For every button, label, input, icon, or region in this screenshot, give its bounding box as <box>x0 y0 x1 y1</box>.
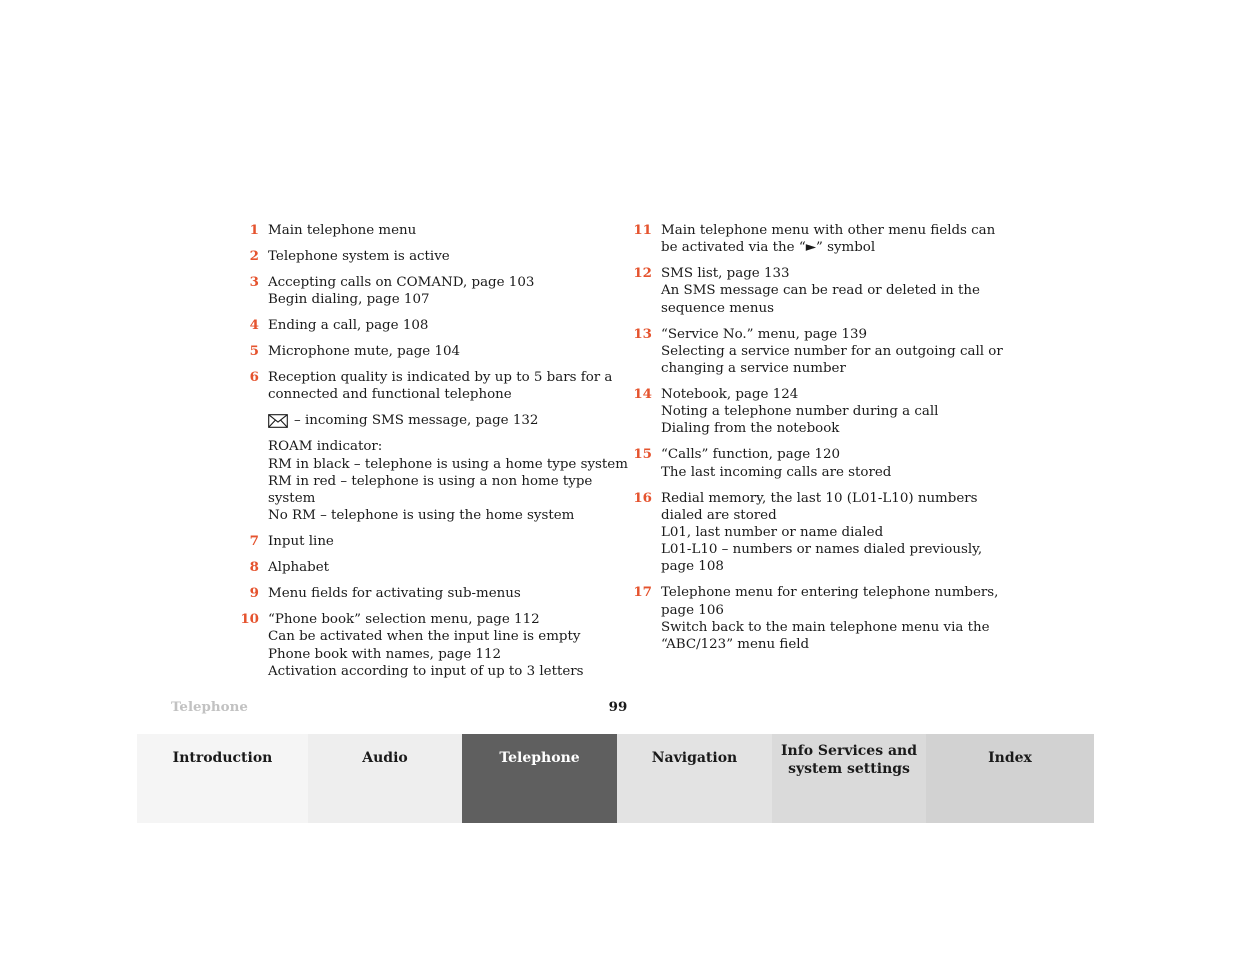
legend-item-text: Begin dialing, page 107 <box>268 292 430 308</box>
tab-label: Navigation <box>651 750 738 766</box>
tab-label: system settings <box>788 761 910 777</box>
legend-item-number: 8 <box>249 559 259 576</box>
legend-item-16 <box>631 490 1003 576</box>
page-number: 99 <box>608 699 628 715</box>
sms-indicator-text: – incoming SMS message, page 132 <box>294 413 539 429</box>
legend-item-text: connected and functional telephone <box>268 387 512 403</box>
footer-section-name: Telephone <box>171 699 248 715</box>
tab-info-services[interactable] <box>772 734 926 823</box>
legend-item-4 <box>238 317 610 334</box>
legend-item-text: Ending a call, page 108 <box>268 318 429 334</box>
legend-list-1-6 <box>238 222 613 404</box>
legend-item-3 <box>238 274 610 308</box>
legend-list-11-17 <box>631 222 1003 653</box>
roam-indicator-line: ROAM indicator: <box>268 439 383 455</box>
tab-label: Index <box>988 750 1032 766</box>
legend-item-15 <box>631 446 1003 480</box>
legend-item-number: 14 <box>633 386 652 403</box>
legend-item-1 <box>238 222 610 239</box>
roam-indicator-line: No RM – telephone is using the home system <box>268 508 575 524</box>
legend-item-14 <box>631 386 1003 438</box>
legend-item-number: 9 <box>249 585 259 602</box>
tab-telephone[interactable] <box>462 734 617 823</box>
tab-introduction[interactable] <box>137 734 308 823</box>
legend-item-text: Telephone menu for entering telephone numbers, <box>661 585 999 601</box>
legend-item-text: Can be activated when the input line is empty <box>268 629 581 645</box>
tab-label: Telephone <box>499 750 580 766</box>
tab-index[interactable] <box>926 734 1094 823</box>
legend-item-8 <box>238 559 610 576</box>
legend-item-text: Alphabet <box>268 560 330 576</box>
legend-item-text: Selecting a service number for an outgoing call or <box>661 343 1003 359</box>
legend-item-13 <box>631 326 1003 378</box>
legend-item-text: page 108 <box>661 559 724 575</box>
legend-item-11 <box>631 222 1003 256</box>
legend-item-text: Microphone mute, page 104 <box>268 344 461 360</box>
roam-indicator-line: RM in red – telephone is using a non home type <box>268 473 593 489</box>
legend-item-text: dialed are stored <box>661 507 777 523</box>
legend-item-7 <box>238 533 610 550</box>
legend-item-text: Redial memory, the last 10 (L01-L10) numbers <box>661 490 978 506</box>
legend-item-10 <box>238 611 610 680</box>
legend-item-text: An SMS message can be read or deleted in the <box>661 283 980 299</box>
legend-item-9 <box>238 585 610 602</box>
tab-audio[interactable] <box>308 734 462 823</box>
legend-list-7-10 <box>238 533 610 680</box>
legend-item-text: Telephone system is active <box>268 249 450 264</box>
legend-item-text: “Phone book” selection menu, page 112 <box>268 612 540 628</box>
legend-item-number: 5 <box>249 343 259 360</box>
roam-indicator-line: RM in black – telephone is using a home type system <box>268 456 628 472</box>
legend-item-text: Main telephone menu <box>268 223 417 238</box>
legend-item-text: “ABC/123” menu field <box>661 637 810 653</box>
legend-item-text: changing a service number <box>661 361 846 377</box>
tab-label: Info Services and <box>780 743 918 759</box>
legend-item-text: page 106 <box>661 602 724 618</box>
legend-item-number: 12 <box>633 265 652 282</box>
left-column <box>238 222 628 689</box>
right-column <box>631 222 1003 662</box>
chapter-tab-bar <box>137 734 1094 823</box>
legend-item-number: 3 <box>249 274 259 290</box>
legend-item-text: sequence menus <box>661 300 774 316</box>
legend-item-2 <box>238 248 610 265</box>
tab-navigation[interactable] <box>617 734 772 823</box>
envelope-icon <box>268 414 288 428</box>
legend-item-text: Menu fields for activating sub-menus <box>268 586 521 602</box>
legend-item-number: 15 <box>633 446 652 463</box>
legend-item-number: 7 <box>249 533 259 550</box>
legend-item-text: Input line <box>268 534 334 550</box>
roam-indicator-line: system <box>268 491 316 507</box>
legend-item-number: 2 <box>249 248 259 264</box>
legend-item-text: SMS list, page 133 <box>661 266 790 282</box>
legend-item-number: 17 <box>633 584 652 601</box>
legend-item-text: L01-L10 – numbers or names dialed previously, <box>661 542 983 558</box>
sms-indicator-note <box>238 412 610 429</box>
legend-item-text: Phone book with names, page 112 <box>268 646 502 662</box>
legend-item-number: 4 <box>249 317 259 334</box>
legend-item-text: L01, last number or name dialed <box>661 525 884 541</box>
legend-item-text: “Calls” function, page 120 <box>661 447 841 463</box>
legend-item-number: 16 <box>633 489 652 506</box>
legend-item-text: “Service No.” menu, page 139 <box>661 326 868 342</box>
legend-item-17 <box>631 584 1003 653</box>
legend-item-5 <box>238 343 610 360</box>
legend-item-number: 11 <box>633 222 652 238</box>
legend-item-text: Dialing from the notebook <box>661 421 840 437</box>
legend-item-text: Noting a telephone number during a call <box>661 404 939 420</box>
legend-item-text: Accepting calls on COMAND, page 103 <box>268 275 535 290</box>
tab-label: Introduction <box>172 750 273 766</box>
legend-item-text: The last incoming calls are stored <box>661 464 892 480</box>
legend-item-12 <box>631 265 1003 317</box>
tab-label: Audio <box>362 750 408 766</box>
legend-item-number: 1 <box>249 222 259 238</box>
legend-item-text: be activated via the “►” symbol <box>661 240 876 256</box>
legend-item-text: Switch back to the main telephone menu via the <box>661 619 990 635</box>
legend-item-6 <box>238 369 613 403</box>
legend-item-text: Notebook, page 124 <box>661 387 799 403</box>
legend-item-text: Main telephone menu with other menu fields can <box>661 223 996 238</box>
legend-item-text: Activation according to input of up to 3 letters <box>268 663 584 679</box>
legend-item-number: 6 <box>249 369 259 386</box>
roam-indicator-note <box>238 438 628 524</box>
legend-item-number: 13 <box>633 325 652 342</box>
legend-item-text: Reception quality is indicated by up to 5 bars for a <box>268 370 613 386</box>
legend-item-number: 10 <box>240 611 259 628</box>
